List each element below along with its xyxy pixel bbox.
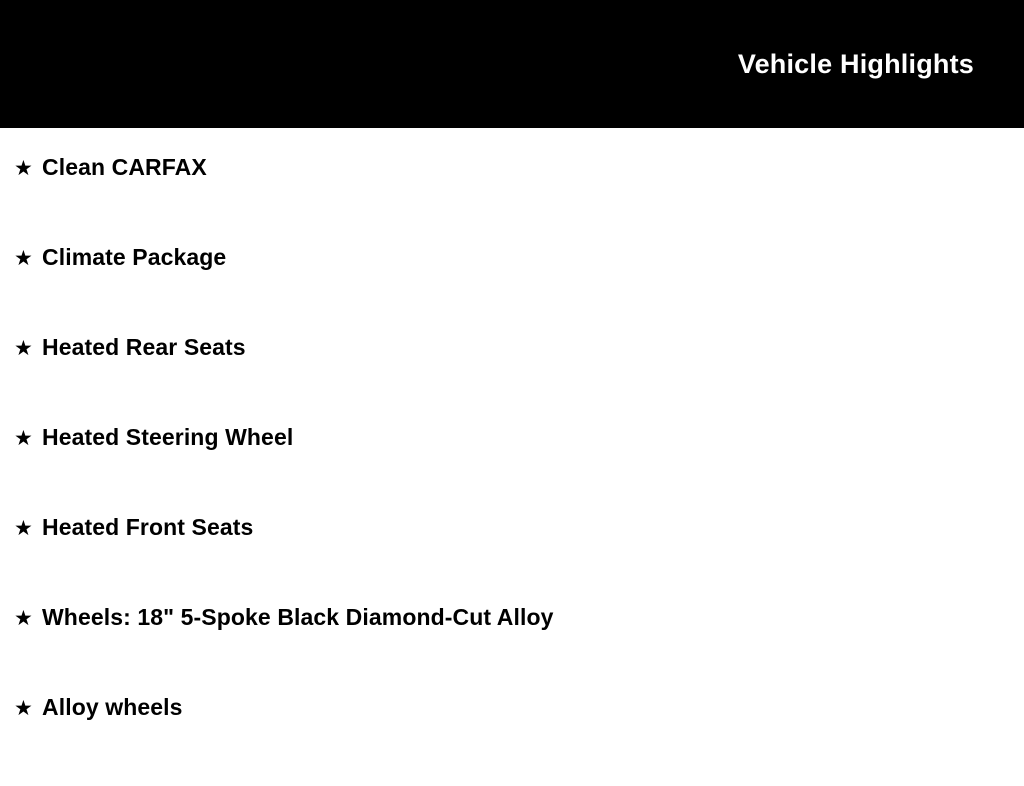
list-item — [0, 246, 1024, 336]
highlight-label: Heated Front Seats — [42, 514, 254, 540]
star-icon: ★ — [14, 337, 33, 360]
highlight-label: Climate Package — [42, 244, 227, 270]
list-item — [0, 516, 1024, 606]
list-item — [0, 606, 1024, 696]
star-icon: ★ — [14, 697, 33, 720]
page-title: Vehicle Highlights — [737, 48, 974, 79]
list-item — [0, 336, 1024, 426]
highlight-label: Alloy wheels — [42, 694, 183, 720]
page-header — [0, 0, 1024, 128]
vehicle-highlights-list — [0, 128, 1024, 786]
highlight-label: Wheels: 18" 5-Spoke Black Diamond-Cut Alloy — [42, 604, 554, 630]
list-item — [0, 426, 1024, 516]
highlight-label: Clean CARFAX — [42, 154, 207, 180]
star-icon: ★ — [14, 247, 33, 270]
star-icon: ★ — [14, 157, 33, 180]
star-icon: ★ — [14, 517, 33, 540]
star-icon: ★ — [14, 427, 33, 450]
highlight-label: Heated Rear Seats — [42, 334, 246, 360]
highlight-label: Heated Steering Wheel — [42, 424, 294, 450]
list-item — [0, 156, 1024, 246]
star-icon: ★ — [14, 607, 33, 630]
list-item — [0, 696, 1024, 786]
